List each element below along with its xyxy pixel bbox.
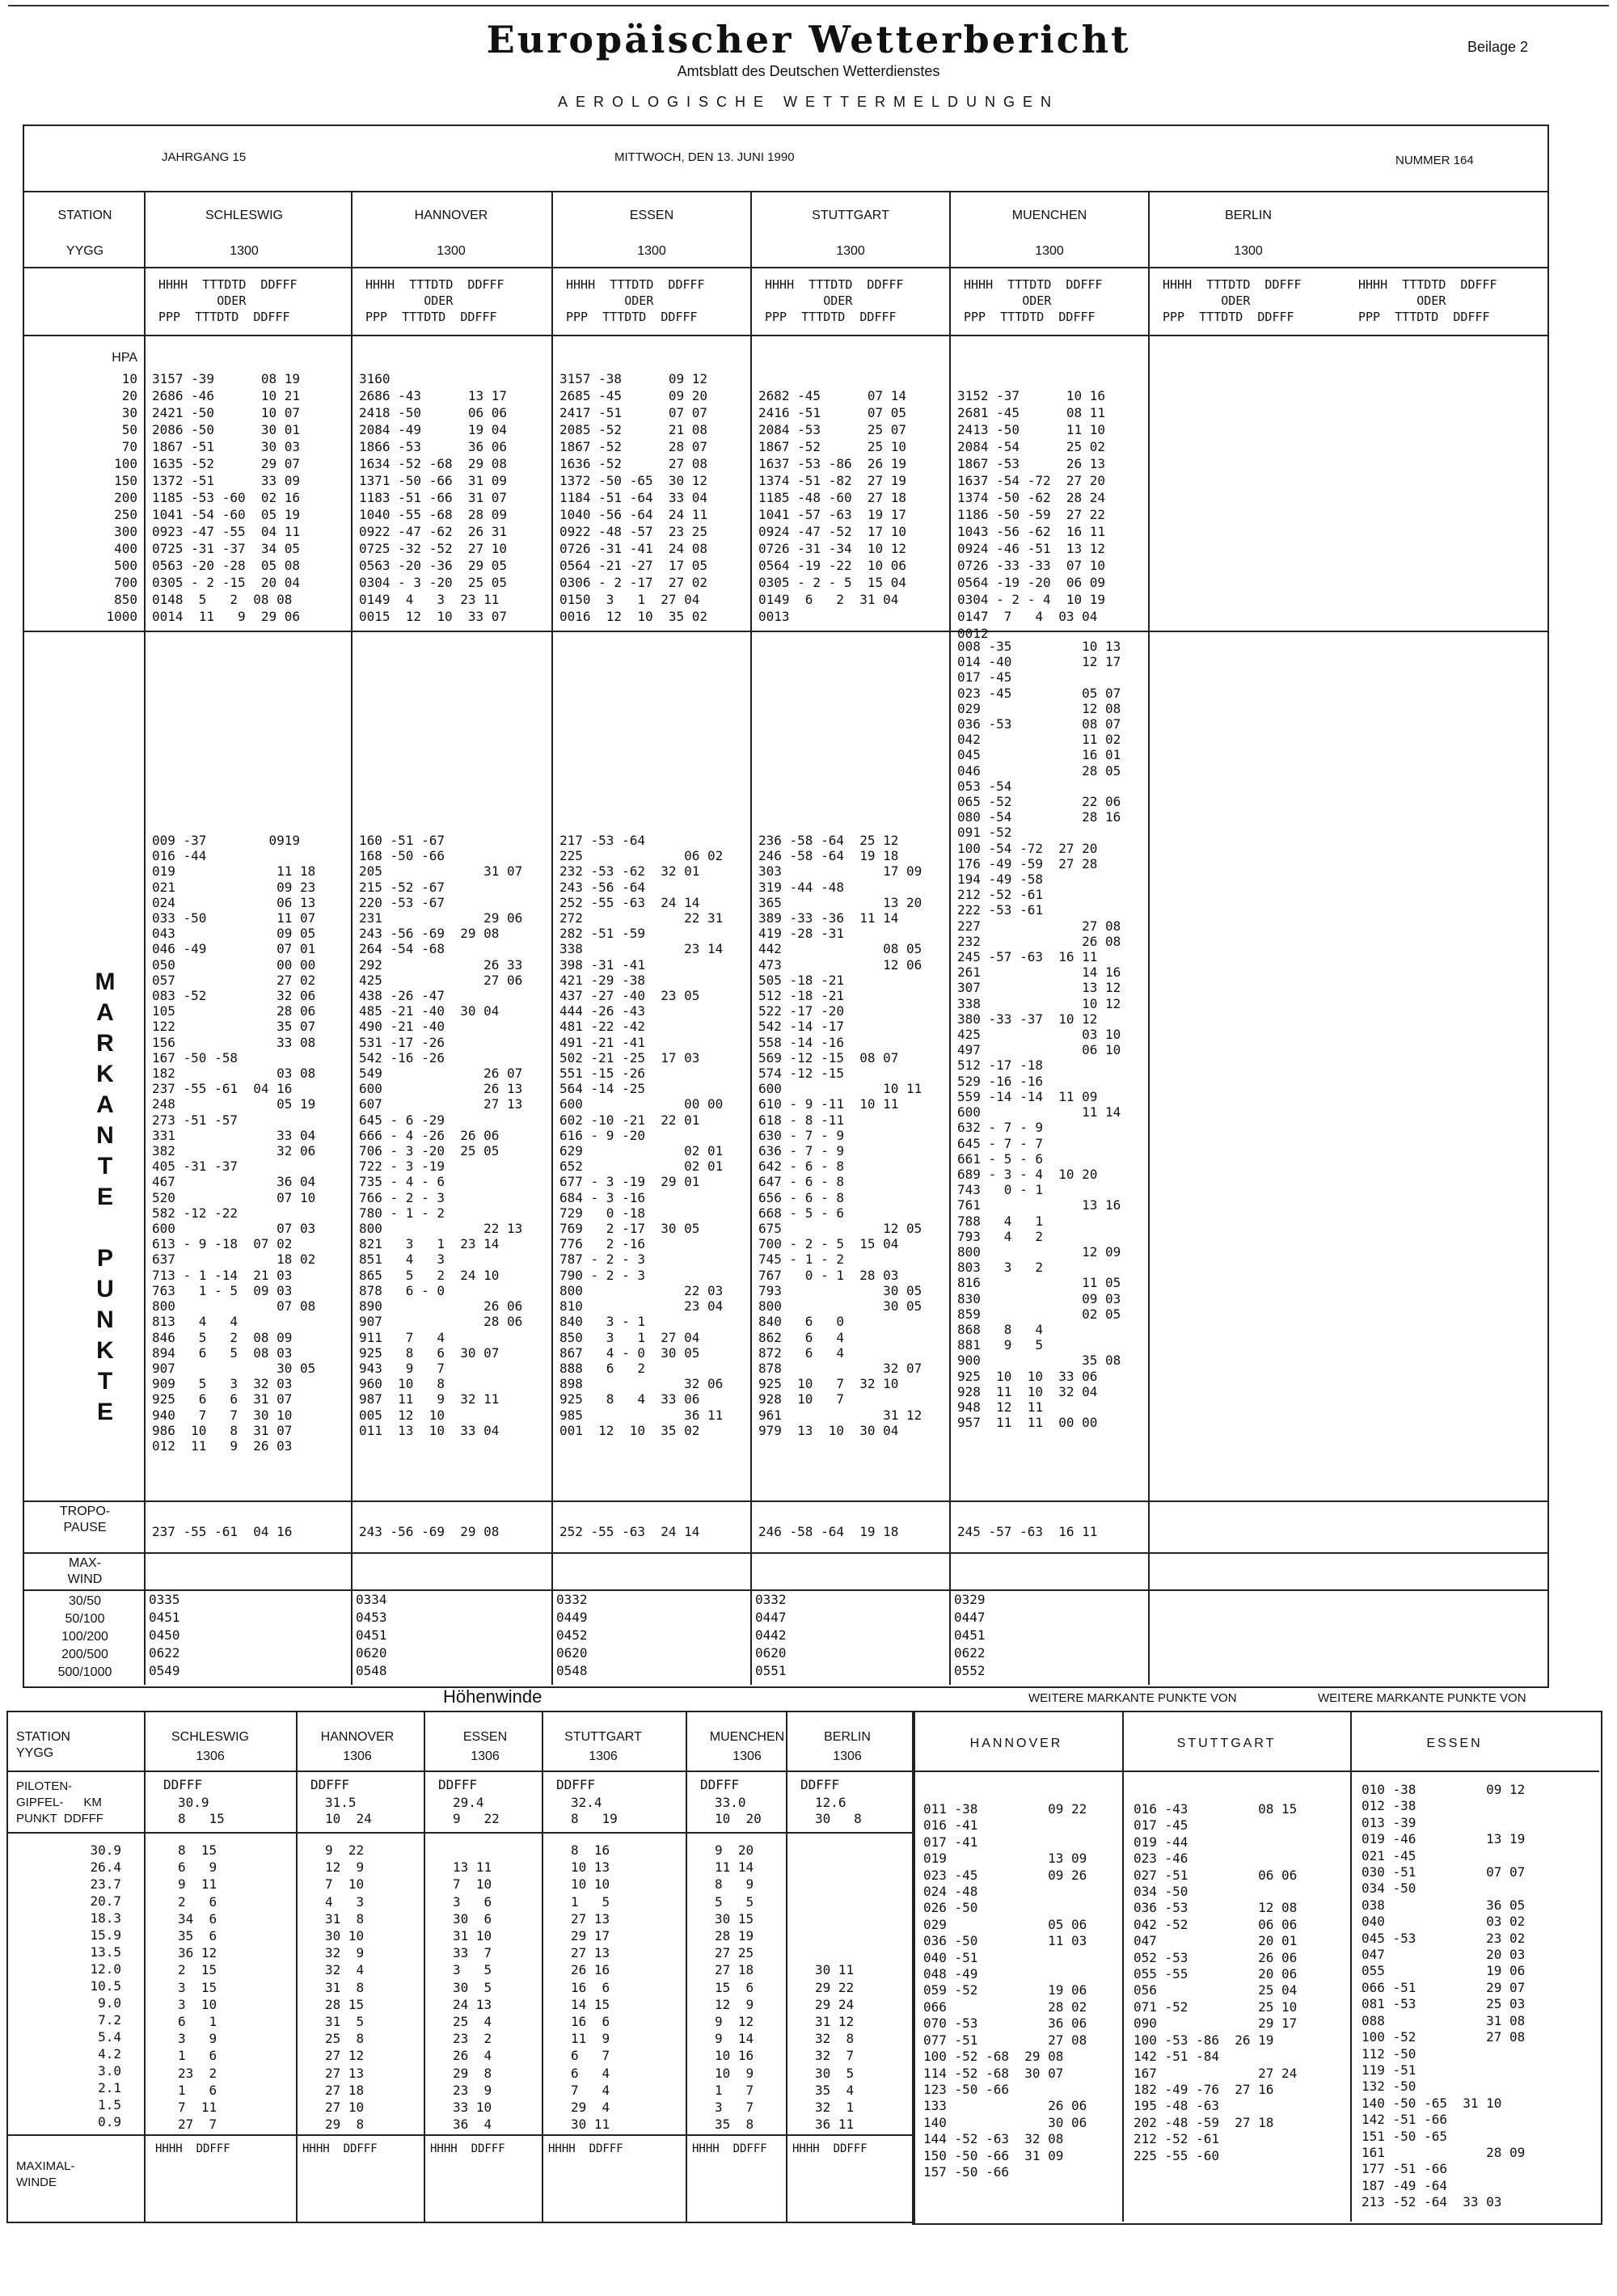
station-name: STUTTGART	[812, 209, 889, 222]
divider	[6, 2134, 914, 2136]
standard-levels: 3160 2686 -43 13 17 2418 -50 06 06 2084 -49 19 04 1866 -53 36 06 1634 -52 -68 29 08 1371 -50 -66 31 09 1183 -51 -66 31 07 1040 -55 -68 28 09 0922 -47 -62 26 31 0725 -32 -52 27 10 0563 -20 -36 29 05 0304 - 3 -20 25 05 0149 4 3 23 11 0015 12 10 33 07	[359, 371, 508, 624]
col-line	[296, 1711, 298, 2222]
page-subtitle: Amtsblatt des Deutschen Wetterdienstes	[677, 63, 940, 79]
hw-values: 9 20 11 14 8 9 5 5 30 15 28 19 27 25 27 18 15 6 12 9 9 12 9 14 10 16 10 9 1 7 3 7 35 8	[715, 1842, 754, 2133]
tropopause-data: 252 -55 -63 24 14	[559, 1524, 700, 1539]
markante-punkte: 236 -58 -64 25 12 246 -58 -64 19 18 303 17 09 319 -44 -48 365 13 20 389 -33 -36 11 14 419 -28 -31 442 08 05 473 12 06 505 -18 -21 512 -18 -21 522 -17 -20 542 -14 -17 558 -14 -16 569 -12 -15 08 07 574 -12 -15 600 10 11 610 - 9 -11 10 11 618 - 8 -11 630 - 7 - 9 636 - 7 - 9 642 - 6 - 8 647 - 6 - 8 656 - 6 - 8 668 - 5 - 6 675 12 05 700 - 2 - 5 15 04 745 - 1 - 2 767 0 - 1 28 03 793 30 05 800 30 05 840 6 0 862 6 4 872 6 4 878 32 07 925 10 7 32 10 928 10 7 961 31 12 979 13 10 30 04	[758, 833, 922, 1438]
hw-footer: HHHH DDFFF	[302, 2142, 378, 2155]
station-time: 1300	[1234, 244, 1263, 258]
col-line	[949, 191, 951, 1685]
divider	[23, 1500, 1547, 1502]
hw-station-time: 1306	[196, 1749, 225, 1763]
hw-ddfff-label: DDFFF	[438, 1777, 478, 1792]
weitere-heading-2: WEITERE MARKANTE PUNKTE VON	[1318, 1691, 1526, 1705]
col-line	[750, 191, 752, 1685]
section-title: AEROLOGISCHE WETTERMELDUNGEN	[557, 94, 1060, 110]
hw-gipfel: 29.4 9 22	[453, 1795, 500, 1826]
tropopause-data: 245 -57 -63 16 11	[957, 1524, 1098, 1539]
divider	[23, 335, 1547, 336]
maxwind-levels: 30/50 50/100 100/200 200/500 500/1000	[57, 1594, 112, 1679]
col-line	[1350, 1711, 1352, 2222]
hw-station-time: 1306	[733, 1749, 762, 1763]
hw-values: 13 11 7 10 3 6 30 6 31 10 33 7 3 5 30 5 24 13 25 4 23 2 26 4 29 8 23 9 33 10 36 4	[453, 1859, 492, 2133]
top-rule	[8, 5, 1609, 6]
divider	[23, 267, 1547, 268]
hw-values: 9 22 12 9 7 10 4 3 31 8 30 10 32 9 32 4 31 8 28 15 31 5 25 8 27 12 27 13 27 18 27 10 29 8	[325, 1842, 365, 2133]
hw-station-time: 1306	[343, 1749, 372, 1763]
column-header: HHHH TTTDTD DDFFF ODER PPP TTTDTD DDFFF	[365, 277, 505, 324]
column-header: HHHH TTTDTD DDFFF ODER PPP TTTDTD DDFFF	[566, 277, 705, 324]
col-line	[551, 191, 553, 1685]
hw-station-name: ESSEN	[462, 1730, 508, 1744]
col-line	[1148, 191, 1150, 1685]
page-title: Europäischer Wetterbericht	[486, 18, 1131, 61]
issue-number: NUMMER 164	[1395, 154, 1474, 167]
weitere-values: 011 -38 09 22 016 -41 017 -41 019 13 09 023 -45 09 26 024 -48 026 -50 029 05 06 036 -50 11 03 040 -51 048 -49 059 -52 19 06 066 28 02 070 -53 36 06 077 -51 27 08 100 -52 -68 29 08 114 -52 -68 30 07 123 -50 -66 133 26 06 140 30 06 144 -52 -63 32 08 150 -50 -66 31 09 157 -50 -66	[923, 1801, 1087, 2180]
column-header: HHHH TTTDTD DDFFF ODER PPP TTTDTD DDFFF	[1163, 277, 1302, 324]
tropopause-data: 243 -56 -69 29 08	[359, 1524, 500, 1539]
weitere-values: 010 -38 09 12 012 -38 013 -39 019 -46 13 19 021 -45 030 -51 07 07 034 -50 038 36 05 040 03 02 045 -53 23 02 047 20 03 055 19 06 066 -51 29 07 081 -53 25 03 088 31 08 100 -52 27 08 112 -50 119 -51 132 -50 140 -50 -65 31 10 142 -51 -66 151 -50 -65 161 28 09 177 -51 -66 187 -49 -64 213 -52 -64 33 03	[1362, 1782, 1526, 2210]
station-name: MUENCHEN	[1011, 209, 1087, 222]
markante-punkte-label: M A R K A N T E P U N K T E	[95, 969, 116, 1425]
markante-punkte: 009 -37 0919 016 -44 019 11 18 021 09 23 024 06 13 033 -50 11 07 043 09 05 046 -49 07 01 050 00 00 057 27 02 083 -52 32 06 105 28 06 122 35 07 156 33 08 167 -50 -58 182 03 08 237 -55 -61 04 16 248 05 19 273 -51 -57 331 33 04 382 32 06 405 -31 -37 467 36 04 520 07 10 582 -12 -22 600 07 03 613 - 9 -18 07 02 637 18 02 713 - 1 -14 21 03 763 1 - 5 09 03 800 07 08 813 4 4 846 5 2 08 09 894 6 5 08 03 907 30 05 909 5 3 32 03 925 6 6 31 07 940 7 7 30 10 986 10 8 31 07 012 11 9 26 03	[152, 833, 316, 1454]
station-time: 1300	[637, 244, 666, 258]
hw-station-time: 1306	[471, 1749, 500, 1763]
jahrgang: JAHRGANG 15	[162, 150, 247, 164]
column-header: HHHH TTTDTD DDFFF ODER PPP TTTDTD DDFFF	[1358, 277, 1497, 324]
station-name: SCHLESWIG	[205, 209, 283, 222]
hpa-label: HPA	[112, 351, 137, 365]
station-name: HANNOVER	[414, 209, 488, 222]
pressure-levels: 10 20 30 50 70 100 150 200 250 300 400 500 700 850 1000	[106, 371, 137, 624]
divider	[23, 1552, 1547, 1554]
divider	[23, 631, 1547, 632]
hoehenwinde-title: Höhenwinde	[443, 1686, 543, 1707]
hw-footer: HHHH DDFFF	[792, 2142, 868, 2155]
hw-values: 8 16 10 13 10 10 1 5 27 13 29 17 27 13 26 16 16 6 14 15 16 6 11 9 6 7 6 4 7 4 29 4 30 11	[571, 1842, 610, 2133]
hw-station-label: STATION	[16, 1730, 70, 1744]
maximalwinde-label: MAXIMAL- WINDE	[16, 2159, 75, 2189]
tropopause-data: 237 -55 -61 04 16	[152, 1524, 293, 1539]
hw-ddfff-label: DDFFF	[310, 1777, 350, 1792]
issue-date: MITTWOCH, DEN 13. JUNI 1990	[614, 150, 795, 164]
hw-heights: 30.9 26.4 23.7 20.7 18.3 15.9 13.5 12.0 10.5 9.0 7.2 5.4 4.2 3.0 2.1 1.5 0.9	[90, 1842, 121, 2129]
station-name: ESSEN	[629, 209, 674, 222]
hw-ddfff-label: DDFFF	[700, 1777, 740, 1792]
hw-station-time: 1306	[589, 1749, 618, 1763]
column-header: HHHH TTTDTD DDFFF ODER PPP TTTDTD DDFFF	[765, 277, 904, 324]
hw-yygg-label: YYGG	[16, 1746, 54, 1760]
hw-gipfel: 30.9 8 15	[178, 1795, 225, 1826]
hw-ddfff-label: DDFFF	[800, 1777, 840, 1792]
divider	[6, 1771, 1599, 1772]
hw-footer: HHHH DDFFF	[548, 2142, 623, 2155]
hw-station-name: MUENCHEN	[709, 1730, 785, 1744]
col-line	[542, 1711, 543, 2222]
station-label: STATION	[57, 209, 112, 222]
maxwind-data: 0329 0447 0451 0622 0552	[954, 1592, 986, 1678]
maxwind-data: 0334 0453 0451 0620 0548	[356, 1592, 387, 1678]
divider	[23, 191, 1547, 192]
piloten-label: PILOTEN- GIPFEL- KM PUNKT DDFFF	[16, 1779, 104, 1825]
hw-ddfff-label: DDFFF	[556, 1777, 596, 1792]
column-header: HHHH TTTDTD DDFFF ODER PPP TTTDTD DDFFF	[964, 277, 1103, 324]
beilage-label: Beilage 2	[1467, 39, 1528, 55]
col-line	[424, 1711, 425, 2222]
station-time: 1300	[230, 244, 259, 258]
weitere-heading-1: WEITERE MARKANTE PUNKTE VON	[1028, 1691, 1237, 1705]
col-line	[144, 191, 146, 1685]
col-line	[351, 191, 353, 1685]
markante-punkte: 217 -53 -64 225 06 02 232 -53 -62 32 01 243 -56 -64 252 -55 -63 24 14 272 22 31 282 -51 -59 338 23 14 398 -31 -41 421 -29 -38 437 -27 -40 23 05 444 -26 -43 481 -22 -42 491 -21 -41 502 -21 -25 17 03 551 -15 -26 564 -14 -25 600 00 00 602 -10 -21 22 01 616 - 9 -20 629 02 01 652 02 01 677 - 3 -19 29 01 684 - 3 -16 729 0 -18 769 2 -17 30 05 776 2 -16 787 - 2 - 3 790 - 2 - 3 800 22 03 810 23 04 840 3 - 1 850 3 1 27 04 867 4 - 0 30 05 888 6 2 898 32 06 925 8 4 33 06 985 36 11 001 12 10 35 02	[559, 833, 724, 1438]
col-line	[686, 1711, 687, 2222]
tropopause-label: TROPO- PAUSE	[59, 1505, 111, 1534]
hw-footer: HHHH DDFFF	[155, 2142, 230, 2155]
hw-footer: HHHH DDFFF	[430, 2142, 505, 2155]
weitere-station-name: ESSEN	[1426, 1737, 1483, 1750]
hw-ddfff-label: DDFFF	[163, 1777, 203, 1792]
station-name: BERLIN	[1225, 209, 1272, 222]
station-time: 1300	[1035, 244, 1064, 258]
markante-punkte: 160 -51 -67 168 -50 -66 205 31 07 215 -52 -67 220 -53 -67 231 29 06 243 -56 -69 29 08 264 -54 -68 292 26 33 425 27 06 438 -26 -47 485 -21 -40 30 04 490 -21 -40 531 -17 -26 542 -16 -26 549 26 07 600 26 13 607 27 13 645 - 6 -29 666 - 4 -26 26 06 706 - 3 -20 25 05 722 - 3 -19 735 - 4 - 6 766 - 2 - 3 780 - 1 - 2 800 22 13 821 3 1 23 14 851 4 3 865 5 2 24 10 878 6 - 0 890 26 06 907 28 06 911 7 4 925 8 6 30 07 943 9 7 960 10 8 987 11 9 32 11 005 12 10 011 13 10 33 04	[359, 833, 523, 1438]
standard-levels: 2682 -45 07 14 2416 -51 07 05 2084 -53 25 07 1867 -52 25 10 1637 -53 -86 26 19 1374 -51 -82 27 19 1185 -48 -60 27 18 1041 -57 -63 19 17 0924 -47 -52 17 10 0726 -31 -34 10 12 0564 -19 -22 10 06 0305 - 2 - 5 15 04 0149 6 2 31 04 0013	[758, 388, 907, 624]
station-time: 1300	[437, 244, 466, 258]
standard-levels: 3157 -38 09 12 2685 -45 09 20 2417 -51 07 07 2085 -52 21 08 1867 -52 28 07 1636 -52 27 08 1372 -50 -65 30 12 1184 -51 -64 33 04 1040 -56 -64 24 11 0922 -48 -57 23 25 0726 -31 -41 24 08 0564 -21 -27 17 05 0306 - 2 -17 27 02 0150 3 1 27 04 0016 12 10 35 02	[559, 371, 708, 624]
hw-station-name: BERLIN	[824, 1730, 871, 1744]
hw-gipfel: 33.0 10 20	[715, 1795, 762, 1826]
hw-gipfel: 12.6 30 8	[815, 1795, 862, 1826]
weitere-station-name: HANNOVER	[969, 1737, 1063, 1750]
standard-levels: 3157 -39 08 19 2686 -46 10 21 2421 -50 10 07 2086 -50 30 01 1867 -51 30 03 1635 -52 29 07 1372 -51 33 09 1185 -53 -60 02 16 1041 -54 -60 05 19 0923 -47 -55 04 11 0725 -31 -37 34 05 0563 -20 -28 05 08 0305 - 2 -15 20 04 0148 5 2 08 08 0014 11 9 29 06	[152, 371, 301, 624]
maxwind-data: 0332 0447 0442 0620 0551	[755, 1592, 787, 1678]
markante-punkte: 008 -35 10 13 014 -40 12 17 017 -45 023 -45 05 07 029 12 08 036 -53 08 07 042 11 02 045 16 01 046 28 05 053 -54 065 -52 22 06 080 -54 28 16 091 -52 100 -54 -72 27 20 176 -49 -59 27 28 194 -49 -58 212 -52 -61 222 -53 -61 227 27 08 232 26 08 245 -57 -63 16 11 261 14 16 307 13 12 338 10 12 380 -33 -37 10 12 425 03 10 497 06 10 512 -17 -18 529 -16 -16 559 -14 -14 11 09 600 11 14 632 - 7 - 9 645 - 7 - 7 661 - 5 - 6 689 - 3 - 4 10 20 743 0 - 1 761 13 16 788 4 1 793 4 2 800 12 09 803 3 2 816 11 05 830 09 03 859 02 05 868 8 4 881 9 5 900 35 08 925 10 10 33 06 928 11 10 32 04 948 12 11 957 11 11 00 00	[957, 639, 1121, 1431]
col-line	[144, 1711, 146, 2222]
col-line	[1122, 1711, 1124, 2222]
hw-station-name: STUTTGART	[564, 1730, 642, 1744]
hw-gipfel: 31.5 10 24	[325, 1795, 372, 1826]
tropopause-data: 246 -58 -64 19 18	[758, 1524, 899, 1539]
col-line	[786, 1711, 787, 2222]
hw-station-name: SCHLESWIG	[171, 1730, 249, 1744]
weitere-station-name: STUTTGART	[1176, 1737, 1277, 1750]
column-header: HHHH TTTDTD DDFFF ODER PPP TTTDTD DDFFF	[158, 277, 298, 324]
hw-values: 30 11 29 22 29 24 31 12 32 8 32 7 30 5 35 4 32 1 36 11	[815, 1962, 855, 2133]
maxwind-data: 0335 0451 0450 0622 0549	[149, 1592, 180, 1678]
maxwind-label: MAX- WIND	[67, 1556, 103, 1586]
divider	[6, 1832, 914, 1834]
hw-footer: HHHH DDFFF	[692, 2142, 767, 2155]
hw-station-name: HANNOVER	[320, 1730, 395, 1744]
hw-gipfel: 32.4 8 19	[571, 1795, 618, 1826]
hw-values: 8 15 6 9 9 11 2 6 34 6 35 6 36 12 2 15 3 15 3 10 6 1 3 9 1 6 23 2 1 6 7 11 27 7	[178, 1842, 217, 2133]
standard-levels: 3152 -37 10 16 2681 -45 08 11 2413 -50 11 10 2084 -54 25 02 1867 -53 26 13 1637 -54 -72 27 20 1374 -50 -62 28 24 1186 -50 -59 27 22 1043 -56 -62 16 11 0924 -46 -51 13 12 0726 -33 -33 07 10 0564 -19 -20 06 09 0304 - 2 - 4 10 19 0147 7 4 03 04 0012	[957, 388, 1106, 641]
weitere-values: 016 -43 08 15 017 -45 019 -44 023 -46 027 -51 06 06 034 -50 036 -53 12 08 042 -52 06 06 047 20 01 052 -53 26 06 055 -55 20 06 056 25 04 071 -52 25 10 090 29 17 100 -53 -86 26 19 142 -51 -84 167 27 24 182 -49 -76 27 16 195 -48 -63 202 -48 -59 27 18 212 -52 -61 225 -55 -60	[1134, 1801, 1298, 2163]
maxwind-data: 0332 0449 0452 0620 0548	[556, 1592, 588, 1678]
hw-station-time: 1306	[833, 1749, 862, 1763]
yygg-label: YYGG	[65, 244, 104, 258]
station-time: 1300	[836, 244, 865, 258]
